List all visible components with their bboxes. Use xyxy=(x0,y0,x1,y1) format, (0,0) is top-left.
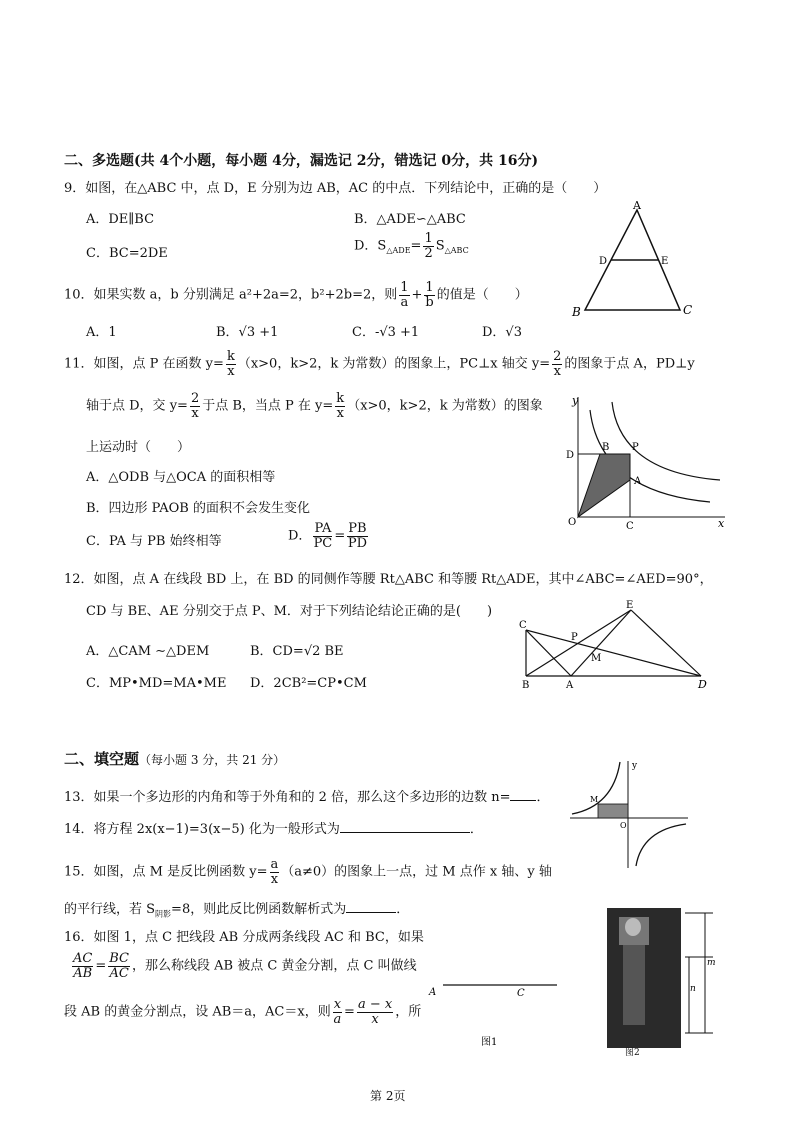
q16-statue-photo xyxy=(605,905,720,1060)
q14-text: 14．将方程 2x(x−1)=3(x−5) 化为一般形式为 ． xyxy=(64,822,483,837)
q16-fig1-caption: 图1 xyxy=(481,1037,498,1048)
q15-line2: 的平行线，若 $S_{阴影}=8$，则此反比例函数解析式为 ． xyxy=(64,902,410,919)
section-heading-fill-in: 二、填空题（每小题 3 分，共 21 分） xyxy=(64,750,286,768)
section-heading-multiple-choice: 二、多选题(共 4个小题，每小题 4分，漏选记 2分，错选记 0分，共 16分) xyxy=(64,153,539,169)
q11-line3: 上运动时（ ） xyxy=(86,440,191,455)
q11-label-d: D xyxy=(566,450,575,461)
q12-option-d: D．2CB²=CP•CM xyxy=(250,676,367,691)
q11-label-c: C xyxy=(626,521,634,532)
q11-label-p: P xyxy=(632,442,639,453)
q9-option-c: C．BC=2DE xyxy=(86,246,168,261)
q12-label-p: P xyxy=(571,632,578,643)
q12-label-m: M xyxy=(591,653,602,664)
q9-label-c: C xyxy=(683,303,693,317)
q9-stem: 9．如图，在△ABC 中，点 D，E 分别为边 AB，AC 的中点．下列结论中，正确的是（ ） xyxy=(64,181,607,196)
q11-hyperbola-figure xyxy=(560,392,730,532)
q15-label-y: y xyxy=(632,761,638,771)
q16-segment-figure xyxy=(425,975,575,1050)
q15-answer-blank[interactable] xyxy=(346,900,396,913)
q16-fig2-caption: 图2 xyxy=(625,1048,640,1058)
q12-option-a: A．△CAM ∼△DEM xyxy=(86,644,210,659)
q9-triangle-figure xyxy=(565,200,705,320)
q11-option-c: C．PA 与 PB 始终相等 xyxy=(86,534,222,549)
q15-label-m: M xyxy=(590,795,599,804)
q15-label-o: O xyxy=(620,821,627,830)
q9-label-e: E xyxy=(661,256,669,267)
q12-label-c: C xyxy=(519,620,527,631)
q12-option-c: C．MP•MD=MA•ME xyxy=(86,676,227,691)
q12-triangles-figure xyxy=(516,598,716,690)
q11-option-d: D． $\frac{PA}{PC}$ = $\frac{PB}{PD}$ xyxy=(288,521,368,551)
q16-label-c: C xyxy=(517,988,525,999)
q13-answer-blank[interactable] xyxy=(510,788,536,801)
q9-option-a: A．DE∥BC xyxy=(86,212,155,227)
q16-label-m: m xyxy=(707,958,716,968)
q15-hyperbola-figure xyxy=(568,756,693,871)
q12-label-d: D xyxy=(698,678,707,690)
q10-option-d: D．√3 xyxy=(482,325,522,340)
q11-label-o: O xyxy=(568,517,577,528)
q11-label-b: B xyxy=(602,442,610,453)
q11-label-y: y xyxy=(572,394,579,407)
q10-option-b: B．√3 +1 xyxy=(216,325,279,340)
q10-stem: 10．如果实数 a，b 分别满足 a²+2a=2，b²+2b=2，则 $\frac{1}{a}$ + $\frac{1}{b}$ 的值是（ ） xyxy=(64,280,528,310)
q11-option-b: B．四边形 PAOB 的面积不会发生变化 xyxy=(86,501,310,516)
q16-label-a: A xyxy=(429,987,437,998)
q11-option-a: A．△ODB 与△OCA 的面积相等 xyxy=(86,470,276,485)
page-number: 第 2页 xyxy=(370,1089,406,1103)
q12-label-b: B xyxy=(522,680,530,690)
q10-option-c: C．-√3 +1 xyxy=(352,325,420,340)
q9-option-b: B．△ADE∽△ABC xyxy=(354,212,466,227)
q12-label-a: A xyxy=(566,680,574,690)
q11-line2: 轴于点 D，交 y= $\frac{2}{x}$ 于点 B，当点 P 在 y= $\frac{k}{x}$ （x>0，k>2，k 为常数）的图象 xyxy=(86,391,543,421)
q11-label-a: A xyxy=(634,476,642,487)
q11-label-x: x xyxy=(718,517,725,530)
q12-option-b: B．CD=√2 BE xyxy=(250,644,344,659)
q9-label-d: D xyxy=(599,256,608,267)
q16-label-n: n xyxy=(690,984,696,994)
q16-line3: 段 AB 的黄金分割点，设 AB＝a，AC＝x，则 $\frac{x}{a}$ = $\frac{a - x}{x}$ ，所 xyxy=(64,997,422,1027)
q9-label-a: A xyxy=(633,200,641,212)
q12-label-e: E xyxy=(626,600,634,611)
q10-option-a: A．1 xyxy=(86,325,117,340)
q9-label-b: B xyxy=(572,305,581,319)
q12-line2: CD 与 BE、AE 分别交于点 P、M．对于下列结论结论正确的是( ) xyxy=(86,604,493,619)
q16-line1: 16．如图 1，点 C 把线段 AB 分成两条线段 AC 和 BC，如果 xyxy=(64,930,424,945)
q16-line2: $\frac{AC}{AB}$ = $\frac{BC}{AC}$ ，那么称线段 AB 被点 C 黄金分割，点 C 叫做线 xyxy=(73,951,417,981)
q9-option-d: D．$S_{\triangle ADE}=$ $\frac{1}{2}$ $S_{\triangle ABC}$ xyxy=(354,231,469,261)
q11-line1: 11．如图，点 P 在函数 y= $\frac{k}{x}$ （x>0，k>2，k 为常数）的图象上，PC⊥x 轴交 y= $\frac{2}{x}$ 的图象于点 A，PD⊥y xyxy=(64,349,695,379)
q12-line1: 12．如图，点 A 在线段 BD 上，在 BD 的同侧作等腰 Rt△ABC 和等腰 Rt△ADE，其中∠ABC=∠AED=90°， xyxy=(64,572,713,587)
q14-answer-blank[interactable] xyxy=(340,820,470,833)
q13-text: 13．如果一个多边形的内角和等于外角和的 2 倍，那么这个多边形的边数 n= ． xyxy=(64,790,550,805)
q15-line1: 15．如图，点 M 是反比例函数 y= $\frac{a}{x}$ （a≠0）的图象上一点，过 M 点作 x 轴、y 轴 xyxy=(64,857,552,887)
